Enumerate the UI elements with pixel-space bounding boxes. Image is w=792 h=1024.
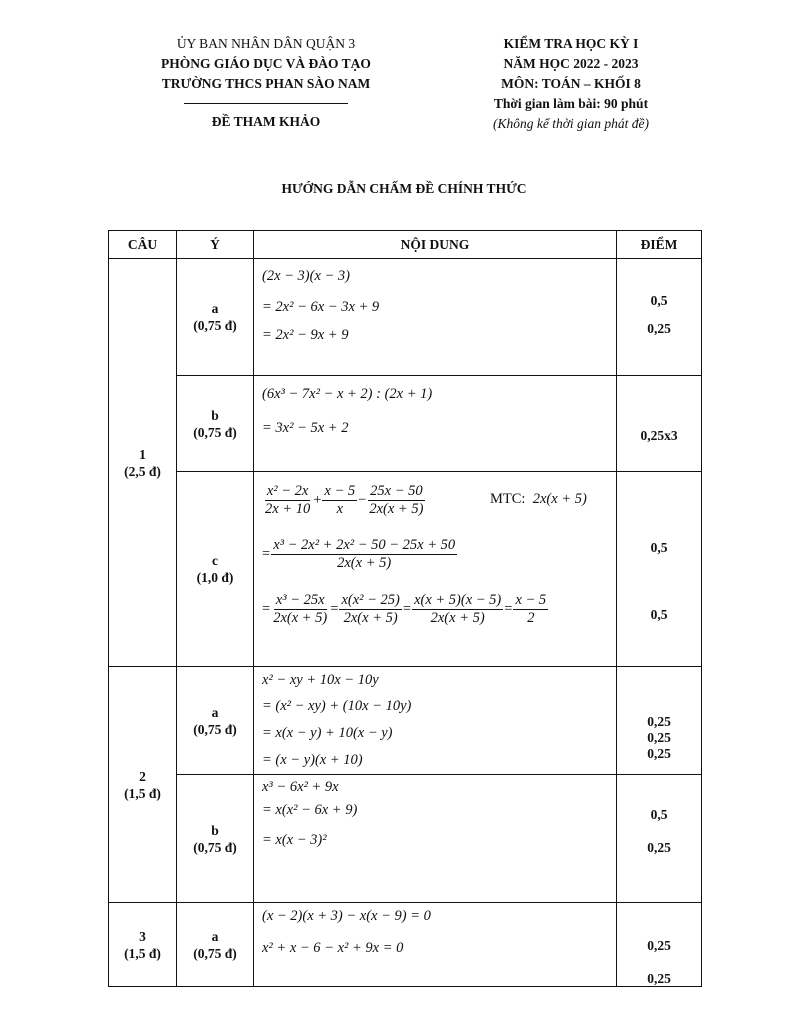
math-line: = $\frac{\text{x³ − 2x² + 2x² − 50 − 25x + 50}}{2x(x + 5)}$ xyxy=(262,537,456,571)
part-label: c xyxy=(212,553,218,568)
question-number: 3 xyxy=(139,928,146,944)
math-line: = x(x² − 6x + 9) xyxy=(262,802,358,818)
exam-subject: MÔN: TOÁN – KHỐI 8 xyxy=(501,76,641,91)
question-points: (1,5 đ) xyxy=(124,785,161,801)
col-header-diem: ĐIỂM xyxy=(617,231,702,259)
part-cell xyxy=(177,775,254,903)
fraction: $\frac{x(x + 5)(x - 5)}{2x(x + 5)}$ xyxy=(414,592,502,626)
header-divider xyxy=(184,103,348,104)
mtc-value: 2x(x + 5) xyxy=(532,491,587,507)
score-value: 0,25 xyxy=(647,971,671,986)
score-cell xyxy=(617,903,702,987)
table-row xyxy=(109,903,702,987)
math-line: (2x − 3)(x − 3) xyxy=(262,268,351,284)
part-cell xyxy=(177,472,254,667)
answer-table xyxy=(108,230,702,987)
fraction: $\frac{\text{x(x² − 25)}}{2x(x + 5)}$ xyxy=(341,592,400,626)
part-cell xyxy=(177,376,254,472)
part-label: b xyxy=(211,407,219,423)
question-3-cell xyxy=(109,903,177,987)
score-value: 0,5 xyxy=(650,807,668,822)
part-points: (0,75 đ) xyxy=(193,945,237,961)
question-2-cell xyxy=(109,667,177,903)
math-line: = x(x − 3)² xyxy=(262,832,327,848)
math-line: (x − 2)(x + 3) − x(x − 9) = 0 xyxy=(262,908,431,924)
fraction: $\frac{x - 5}{2}$ xyxy=(515,592,547,626)
score-value: 0,25 xyxy=(647,730,671,745)
question-1-cell xyxy=(109,259,177,667)
score-cell xyxy=(617,376,702,472)
math-line: = 2x² − 9x + 9 xyxy=(262,327,349,343)
part-points: (1,0 đ) xyxy=(196,570,234,585)
part-label: a xyxy=(211,928,219,944)
fraction: $\frac{\text{x² − 2x}}{2x + 10}$ xyxy=(265,483,311,517)
exam-duration: Thời gian làm bài: 90 phút xyxy=(493,96,649,111)
math-line: = (x² − xy) + (10x − 10y) xyxy=(262,698,412,714)
part-points: (0,75 đ) xyxy=(193,424,237,440)
common-denominator xyxy=(490,491,587,508)
exam-duration-note: (Không kể thời gian phát đề) xyxy=(492,116,650,131)
score-cell xyxy=(617,667,702,775)
content-cell xyxy=(254,472,617,667)
score-value: 0,25 xyxy=(647,714,671,729)
fraction: $\frac{\text{x³ − 25x}}{2x(x + 5)}$ xyxy=(273,592,328,626)
content-cell xyxy=(254,903,617,987)
math-line: x² + x − 6 − x² + 9x = 0 xyxy=(262,940,404,956)
table-row xyxy=(109,376,702,472)
part-points: (0,75 đ) xyxy=(193,839,237,855)
part-points: (0,75 đ) xyxy=(193,721,237,737)
question-points: (1,5 đ) xyxy=(124,945,161,961)
header-right xyxy=(444,34,698,134)
score-value: 0,25 xyxy=(647,840,671,855)
math-line: = $\frac{\text{x³ − 25x}}{2x(x + 5)}$ = $\frac{\text{x(x² − 25)}}{2x(x + 5)}$ = $\frac{x(x + 5)(x - 5)}{2x(x + 5)}$ = $\frac{x - 5}{2}$ xyxy=(262,592,547,626)
question-points: (2,5 đ) xyxy=(124,463,161,479)
content-cell xyxy=(254,259,617,376)
part-points: (0,75 đ) xyxy=(193,318,237,333)
exam-title: KIỂM TRA HỌC KỲ I xyxy=(503,36,639,51)
page-title: HƯỚNG DẪN CHẤM ĐỀ CHÍNH THỨC xyxy=(281,181,527,196)
score-value: 0,5 xyxy=(650,540,668,555)
table-row xyxy=(109,667,702,775)
score-value: 0,25x3 xyxy=(640,428,678,443)
math-line: x³ − 6x² + 9x xyxy=(262,779,339,795)
table-row xyxy=(109,775,702,903)
content-cell xyxy=(254,775,617,903)
header-district: ỦY BAN NHÂN DÂN QUẬN 3 xyxy=(176,36,356,51)
math-line: = 2x² − 6x − 3x + 9 xyxy=(262,299,380,315)
question-number: 1 xyxy=(139,446,146,462)
header-doc-label: ĐỀ THAM KHẢO xyxy=(211,114,321,129)
col-header-cau: CÂU xyxy=(109,231,177,259)
math-line: (6x³ − 7x² − x + 2) : (2x + 1) xyxy=(262,386,433,402)
score-value: 0,25 xyxy=(647,938,671,953)
header-school: TRƯỜNG THCS PHAN SÀO NAM xyxy=(161,76,371,91)
exam-year: NĂM HỌC 2022 - 2023 xyxy=(503,56,639,71)
part-label: a xyxy=(211,704,219,720)
mtc-label: MTC: xyxy=(490,491,526,507)
math-line: x² − xy + 10x − 10y xyxy=(262,672,379,688)
score-value: 0,5 xyxy=(650,293,668,308)
question-number: 2 xyxy=(139,768,146,784)
score-cell xyxy=(617,472,702,667)
score-value: 0,25 xyxy=(647,321,671,336)
header-department: PHÒNG GIÁO DỤC VÀ ĐÀO TẠO xyxy=(161,56,371,71)
part-cell xyxy=(177,259,254,376)
math-line: = x(x − y) + 10(x − y) xyxy=(262,725,393,741)
math-line: = 3x² − 5x + 2 xyxy=(262,420,349,436)
content-cell xyxy=(254,667,617,775)
fraction: $\frac{\text{x³ − 2x² + 2x² − 50 − 25x + 50}}{2x(x + 5)}$ xyxy=(273,537,456,571)
math-line: $\frac{\text{x² − 2x}}{2x + 10}$ + $\frac{x - 5}{x}$ − $\frac{25x - 50}{2x(x + 5)}$ xyxy=(265,483,424,517)
score-value: 0,5 xyxy=(650,607,668,622)
col-header-noi-dung: NỘI DUNG xyxy=(254,231,617,259)
part-cell xyxy=(177,667,254,775)
header-left xyxy=(130,34,402,132)
score-value: 0,25 xyxy=(647,746,671,761)
table-row xyxy=(109,472,702,667)
score-cell xyxy=(617,259,702,376)
math-line: = (x − y)(x + 10) xyxy=(262,752,363,768)
part-label: b xyxy=(211,822,219,838)
table-row xyxy=(109,259,702,376)
content-cell xyxy=(254,376,617,472)
col-header-y: Ý xyxy=(177,231,254,259)
part-label: a xyxy=(211,301,219,316)
score-cell xyxy=(617,775,702,903)
fraction: $\frac{x - 5}{x}$ xyxy=(324,483,356,517)
part-cell xyxy=(177,903,254,987)
table-header-row xyxy=(109,231,702,259)
fraction: $\frac{25x - 50}{2x(x + 5)}$ xyxy=(369,483,424,517)
